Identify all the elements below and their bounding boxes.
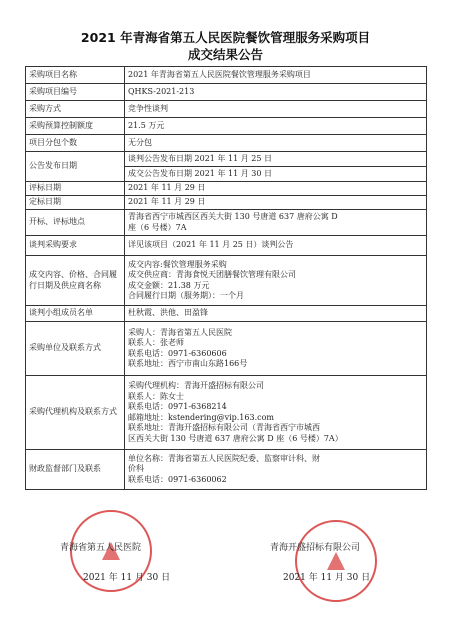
row-line: 成交供应商：青海食悦天团膳餐饮管理有限公司	[128, 270, 296, 279]
row-line: 成交内容:餐饮管理服务采购	[128, 259, 227, 269]
row-value: 2021 年青海省第五人民医院餐饮管理服务采购项目	[125, 67, 427, 84]
row-label: 项目分包个数	[26, 135, 125, 152]
row-line: 成交公告发布日期 2021 年 11 月 30 日	[125, 166, 426, 181]
row-line: 联系电话：0971-6360606	[128, 348, 227, 358]
row-label: 采购方式	[26, 101, 125, 118]
row-label: 采购预算控制额度	[26, 118, 125, 135]
row-line: 青海省西宁市城西区西关大街 130 号唐道 637 唐府公寓 D	[128, 212, 338, 221]
row-line: 联系人：张老师	[128, 338, 184, 347]
row-line: 成交金额：21.38 万元	[128, 280, 210, 290]
row-line: 联系人：陈女士	[128, 391, 184, 401]
row-label: 财政监督部门及联系	[26, 450, 125, 490]
row-line: 联系地址：青海开盛招标有限公司（青海省西宁市城西	[128, 423, 320, 432]
row-value	[125, 376, 427, 450]
result-table	[25, 66, 427, 490]
row-label: 定标日期	[26, 196, 125, 210]
red-seal-stamp	[295, 520, 377, 602]
row-line: 联系电话：0971-6368214	[128, 402, 227, 411]
row-label: 成交内容、价格、合同履行日期及供应商名称	[26, 256, 125, 306]
agency-signature: 青海开盛招标有限公司	[270, 543, 361, 553]
row-label: 采购代理机构及联系方式	[26, 376, 125, 450]
row-value: QHKS-2021-213	[125, 84, 427, 101]
row-line: 联系地址：西宁市南山东路166号	[128, 359, 248, 368]
agency-date: 2021 年 11 月 30 日	[283, 573, 371, 583]
row-label: 采购项目编号	[26, 84, 125, 101]
row-value: 竞争性谈判	[125, 101, 427, 118]
row-value-split	[125, 152, 427, 182]
row-value	[125, 256, 427, 306]
row-value	[125, 322, 427, 376]
row-label: 谈判采购要求	[26, 236, 125, 256]
purchaser-date: 2021 年 11 月 30 日	[83, 573, 171, 583]
row-value: 详见该项目（2021 年 11 月 25 日）谈判公告	[125, 236, 427, 256]
row-value	[125, 210, 427, 236]
row-label: 公告发布日期	[26, 152, 125, 182]
row-line: 邮箱地址：kstendering@vip.163.com	[128, 412, 275, 422]
row-label: 评标日期	[26, 182, 125, 196]
row-value: 21.5 万元	[125, 118, 427, 135]
row-line: 谈判公告发布日期 2021 年 11 月 25 日	[128, 154, 272, 163]
row-label: 开标、评标地点	[26, 210, 125, 236]
row-line: 采购代理机构：青海开盛招标有限公司	[128, 381, 264, 390]
row-value	[125, 450, 427, 490]
row-line: 联系电话：0971-6360062	[128, 474, 227, 484]
row-line: 采购人：青海省第五人民医院	[128, 327, 232, 337]
document-subtitle: 成交结果公告	[187, 47, 263, 62]
row-value: 无分包	[125, 135, 427, 152]
purchaser-signature: 青海省第五人民医院	[60, 543, 142, 553]
row-line: 单位名称：青海省第五人民医院纪委、监察审计科、财	[128, 453, 320, 463]
row-label: 谈判小组成员名单	[26, 306, 125, 322]
row-label: 采购项目名称	[26, 67, 125, 84]
row-value: 2021 年 11 月 29 日	[125, 182, 427, 196]
row-line: 座（6 号楼）7A	[128, 222, 187, 232]
row-line: 区西关大街 130 号唐道 637 唐府公寓 D 座（6 号楼）7A）	[128, 433, 343, 443]
row-value: 2021 年 11 月 29 日	[125, 196, 427, 210]
document-title: 2021 年青海省第五人民医院餐饮管理服务采购项目	[80, 30, 371, 45]
row-line: 价科	[128, 464, 144, 474]
row-value: 杜秋霞、洪他、田盈锋	[125, 306, 427, 322]
row-label: 采购单位及联系方式	[26, 322, 125, 376]
row-line: 合同履行日期（服务期）：一个月	[128, 291, 244, 300]
